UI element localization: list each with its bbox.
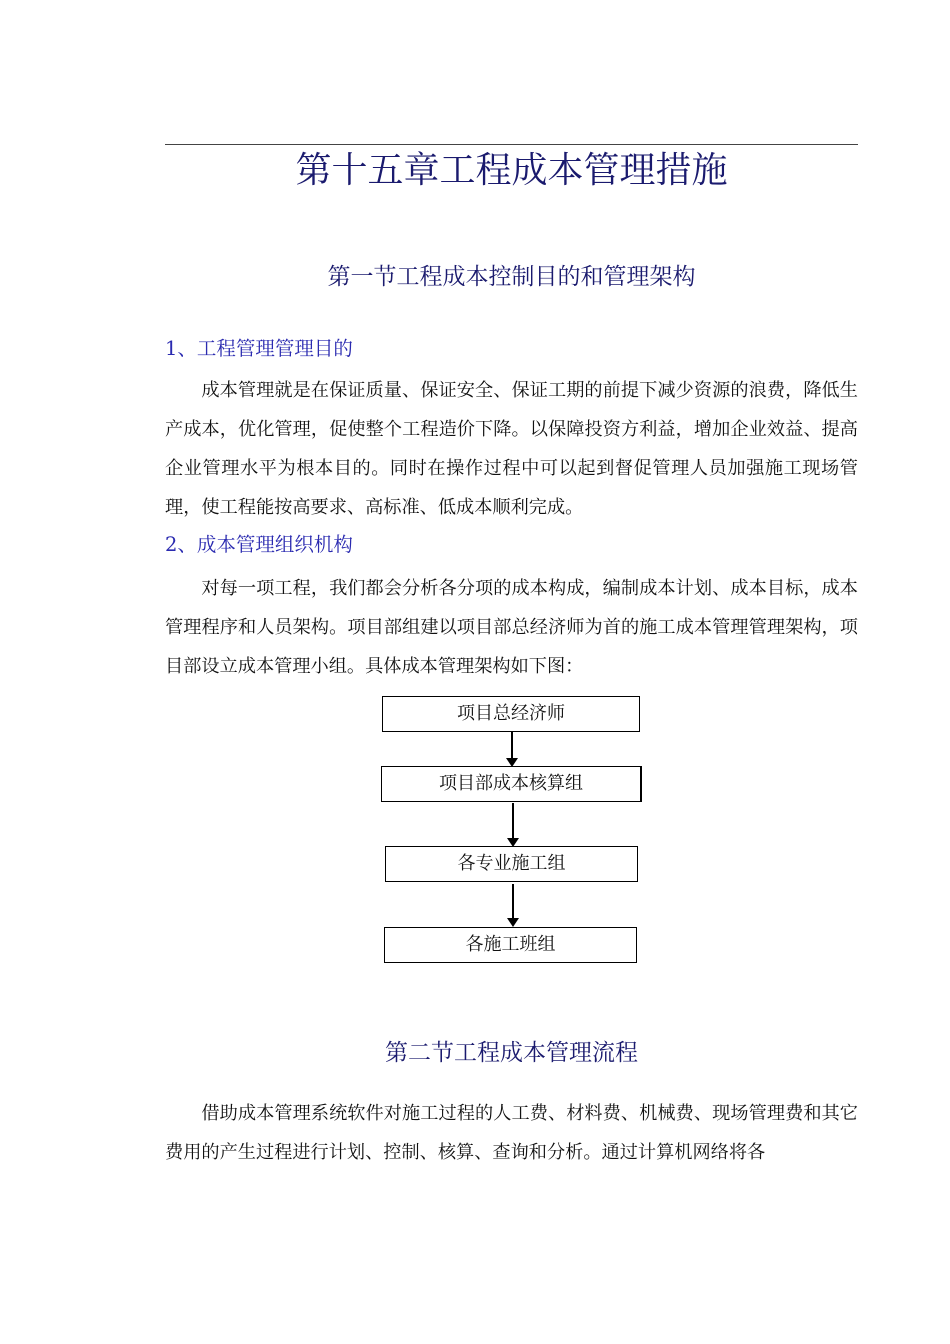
flowchart-arrow-down-icon xyxy=(507,884,519,927)
section-title-2: 第二节工程成本管理流程 xyxy=(385,1040,638,1066)
flowchart-box-work-teams: 各施工班组 xyxy=(384,927,637,963)
subheading-organization: 2、成本管理组织机构 xyxy=(165,533,353,556)
chapter-title: 第十五章工程成本管理措施 xyxy=(295,150,728,191)
section-title-1: 第一节工程成本控制目的和管理架构 xyxy=(327,264,696,290)
flowchart-box-construction-groups: 各专业施工组 xyxy=(385,846,638,882)
flowchart-arrow-down-icon xyxy=(506,731,518,767)
flowchart-box-cost-accounting: 项目部成本核算组 xyxy=(381,766,642,802)
flowchart-arrow-down-icon xyxy=(507,803,519,847)
paragraph-management-purpose: 成本管理就是在保证质量、保证安全、保证工期的前提下减少资源的浪费，降低生产成本，优化管理，促使整个工程造价下降。以保障投资方利益，增加企业效益、提高企业管理水平为根本目的。同时在操作过程中可以起到督促管理人员加强施工现场管理，使工程能按高要求、高标准、低成本顺利完成。 xyxy=(165,380,858,518)
paragraph-organization: 对每一项工程，我们都会分析各分项的成本构成，编制成本计划、成本目标，成本管理程序和人员架构。项目部组建以项目部总经济师为首的施工成本管理管理架构，项目部设立成本管理小组。具体成本管理架构如下图： xyxy=(165,578,858,677)
subheading-management-purpose: 1、工程管理管理目的 xyxy=(165,337,353,360)
header-rule xyxy=(165,144,858,145)
flowchart-box-chief-economist: 项目总经济师 xyxy=(382,696,640,732)
paragraph-cost-process: 借助成本管理系统软件对施工过程的人工费、材料费、机械费、现场管理费和其它费用的产生过程进行计划、控制、核算、查询和分析。通过计算机网络将各 xyxy=(165,1103,858,1163)
